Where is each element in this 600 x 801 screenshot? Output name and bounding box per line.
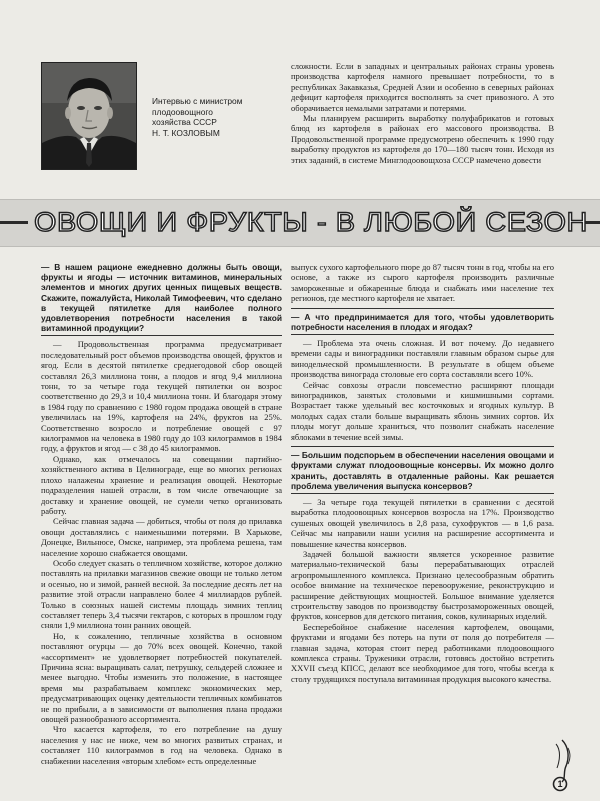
left-paragraph-5: Но, к сожалению, тепличные хозяйства в основном поставляют огурцы — до 70% всех овощей. Конечно, такой «ассортимент» не удовлетворяет потребностей покупателей. Причина ясна: выращивать салат, петрушку, сельдерей сложнее и менее выгодно. Чтобы изменить это положение, в настоящее время мы разрабатываем комплекс экономических мер, предусматривающих оценку деятельности тепличных комбинатов не по прибыли, а в зависимости от выполнения плана продажи овощей разнообразного ассортимента. xyxy=(41,630,282,725)
question-2: — А что предпринимается для того, чтобы удовлетворить потребности населения в плодах и ягодах? xyxy=(291,311,554,332)
page-number: 1 xyxy=(557,779,563,789)
right-paragraph-1: выпуск сухого картофельного пюре до 87 тысяч тонн в год, чтобы на его основе, а также из сырого картофеля производить различные замороженные и обжаренные блюда и снабжать ими население тех регионов, где местного картофеля не хватает. xyxy=(291,262,554,304)
question-divider xyxy=(41,335,282,336)
right-paragraph-4: — За четыре года текущей пятилетки в сравнении с десятой выработка плодоовощных консервов возросла на 17%. Производство сушеных овощей увеличилось в 2,8 раза, сухофруктов — в 1,6 раза. Сейчас мы направили наши усилия на расширение ассортимента и повышение качества консервов. xyxy=(291,496,554,549)
question-divider xyxy=(291,446,554,447)
minister-portrait-photo xyxy=(41,62,137,170)
right-paragraph-2: — Проблема эта очень сложная. И вот почему. До недавнего времени сады и виноградники поставляли главным образом сырье для винодельческой промышленности. В результате в общем объеме производства винограда столовые его сорта составляли всего 10%. xyxy=(291,338,554,380)
left-paragraph-3: Сейчас главная задача — добиться, чтобы от поля до прилавка овощи доставлялись с наименьшими потерями. В Харькове, Донецке, Вильнюсе, Омске, например, эта проблема решена, там население хорошо снабжается овощами. xyxy=(41,516,282,558)
left-paragraph-4: Особо следует сказать о тепличном хозяйстве, которое должно поставлять на прилавки магазинов свежие овощи не только летом и осенью, но и зимой, ранней весной. За последние десять лет на развитие этой отрасли направлено более 4 миллиардов рублей. Только в союзных нашей системы площадь зимних теплиц составляет теперь 3,4 тысячи гектаров, с которых в прошлом году сняли 1,9 миллиона тонн ранних овощей. xyxy=(41,557,282,631)
left-paragraph-2: Однако, как отмечалось на совещании партийно-хозяйственного актива в Целинограде, еще во многих регионах плохо налажены хранение и реализация овощей. Некоторые подразделения нашей отрасли, в том числе отвечающие за доставку и хранение овощей, не сумели четко организовать работу. xyxy=(41,453,282,516)
left-paragraph-6: Что касается картофеля, то его потребление на душу населения у нас не ниже, чем во многих развитых странах, и составляет 110 килограммов в год на человека. Однако в снабжении населения «вторым хлебом» есть определенные xyxy=(41,724,282,766)
right-column xyxy=(291,262,554,684)
interview-caption xyxy=(152,96,292,138)
right-paragraph-3: Сейчас совхозы отрасли повсеместно расширяют площади виноградников, занятых столовыми и кишмишными сортами. Возрастает также удельный вес косточковых и ягодных культур. В молодых садах стали больше выращивать яблонь зимних сортов. Их плоды могут дольше храниться, что позволит снабжать население яблоками в течение всей зимы. xyxy=(291,379,554,442)
question-3: — Большим подспорьем в обеспечении населения овощами и фруктами служат плодоовощные консервы. Их можно долго хранить, доставлять в отдаленные районы. Как решается проблема увеличения выпуска консервов? xyxy=(291,450,554,491)
top-right-column xyxy=(291,61,554,165)
top-right-paragraph-2: Мы планируем расширить выработку полуфабрикатов и готовых блюд из картофеля в районах его массового производства. В Продовольственной программе предусмотрено обеспечить к 1990 году выработку продуктов из картофеля до 170—180 тысяч тонн. Исходя из этих заданий, в системе Минглодоовощхоза СССР намечено довести xyxy=(291,113,554,165)
question-divider xyxy=(291,308,554,309)
question-1: — В нашем рационе ежедневно должны быть овощи, фрукты и ягоды — источник витаминов, минеральных элементов и многих других ценных пищевых веществ. Скажите, пожалуйста, Николай Тимофеевич, что сделано в текущей пятилетке для наиболее полного удовлетворения потребности населения в такой витаминной продукции? xyxy=(41,262,282,334)
interview-minister-name: Н. Т. КОЗЛОВЫМ xyxy=(152,127,220,138)
left-paragraph-1: — Продовольственная программа предусматривает последовательный рост объемов производства овощей, фруктов и ягод. Если в десятой пятилетке среднегодовой сбор овощей составлял 26,3 миллиона тонн, а плодов и ягод 9,4 миллиона тонн, то за четыре года текущей пятилетки он возрос соответственно до 29,3 и 10,4 миллиона тонн. И благодаря этому в 1984 году по сравнению с 1980 годом продажа овощей в стране увеличилась на 19%, картофеля на 24%, фруктов на 25%. Соответственно возросло и потребление овощей с 97 килограммов на человека в 1980 году до 103 килограммов в 1984 году, а фруктов и ягод — с 38 до 45 килограммов. xyxy=(41,339,282,454)
left-column xyxy=(41,262,282,766)
article-title: ОВОЩИ И ФРУКТЫ - В ЛЮБОЙ СЕЗОН xyxy=(34,207,588,237)
right-paragraph-5: Задачей большой важности является ускоренное развитие материально-технической базы перерабатывающих отраслей агропромышленного комплекса. Признано целесообразным обратить особое внимание на техническое перевооружение, реконструкцию и расширение действующих мощностей. Большое внимание уделяется строительству заводов по производству быстрозамороженных овощей, фруктов, консервов для детского питания, соков, кулинарных изделий. xyxy=(291,548,554,622)
question-divider xyxy=(291,493,554,494)
interview-line-3: хозяйства СССР xyxy=(152,117,217,128)
right-paragraph-6: Бесперебойное снабжение населения картофелем, овощами, фруктами и ягодами без потерь на пути от поля до потребителя — главная задача, которая стоит перед работниками плодоовощного комплекса страны. Труженики отрасли, готовясь достойно встретить XXVII съезд КПСС, делают все необходимое для того, чтобы всегда к столу трудящихся поступала витаминная продукция высокого качества. xyxy=(291,621,554,684)
interview-line-2: плодоовощного xyxy=(152,106,213,117)
magazine-logo-page-number xyxy=(548,738,576,792)
top-right-paragraph-1: сложности. Если в западных и центральных районах страны уровень производства картофеля намного превышает потребности, то в республиках Закавказья, Средней Азии и особенно в северных районах дефицит картофеля приходится восполнять за счет привозного. А это оборачивается немалыми затратами и потерями. xyxy=(291,61,554,113)
question-divider xyxy=(291,334,554,335)
title-left-dash xyxy=(0,221,28,224)
interview-line-1: Интервью с министром xyxy=(152,96,243,106)
